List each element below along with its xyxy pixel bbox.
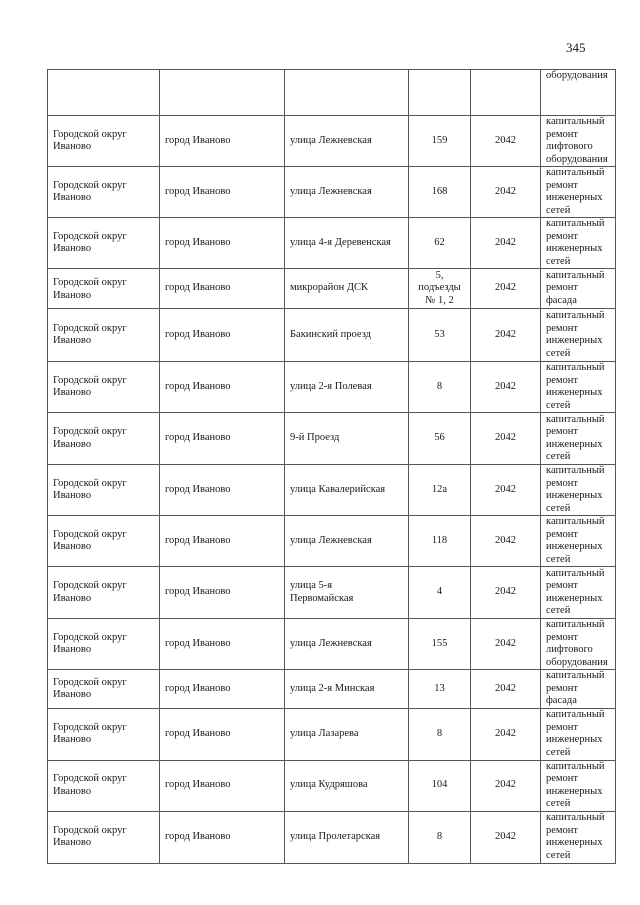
number-cell: 8: [409, 362, 471, 413]
district-cell: Городской округ Иваново: [48, 567, 160, 619]
district-cell: Городской округ Иваново: [48, 116, 160, 167]
district-cell: Городской округ Иваново: [48, 811, 160, 863]
district-cell: Городской округ Иваново: [48, 269, 160, 309]
settlement-cell: [160, 70, 285, 116]
year-cell: 2042: [471, 708, 541, 760]
settlement-cell: город Иваново: [160, 811, 285, 863]
number-cell: 53: [409, 309, 471, 362]
year-cell: [471, 70, 541, 116]
street-cell: улица Лежневская: [285, 516, 409, 567]
page-number: 345: [566, 40, 586, 55]
year-cell: 2042: [471, 167, 541, 218]
district-cell: Городской округ Иваново: [48, 362, 160, 413]
settlement-cell: город Иваново: [160, 309, 285, 362]
year-cell: 2042: [471, 760, 541, 811]
district-cell: Городской округ Иваново: [48, 708, 160, 760]
number-cell: [409, 70, 471, 116]
street-cell: 9-й Проезд: [285, 413, 409, 465]
street-cell: улица 2-я Минская: [285, 670, 409, 709]
number-cell: 8: [409, 708, 471, 760]
settlement-cell: город Иваново: [160, 670, 285, 709]
work-type-cell: капитальный ремонт фасада: [541, 670, 616, 709]
year-cell: 2042: [471, 516, 541, 567]
work-type-cell: капитальный ремонт инженерных сетей: [541, 309, 616, 362]
table-row: [48, 362, 616, 413]
number-cell: 8: [409, 811, 471, 863]
year-cell: 2042: [471, 619, 541, 670]
settlement-cell: город Иваново: [160, 619, 285, 670]
table-row: [48, 567, 616, 619]
street-cell: улица Лежневская: [285, 167, 409, 218]
work-type-cell: капитальный ремонт лифтового оборудования: [541, 619, 616, 670]
table-row: [48, 760, 616, 811]
year-cell: 2042: [471, 567, 541, 619]
work-type-cell: капитальный ремонт инженерных сетей: [541, 708, 616, 760]
work-type-cell: оборудования: [541, 70, 616, 116]
settlement-cell: город Иваново: [160, 708, 285, 760]
number-cell: 5, подъезды № 1, 2: [409, 269, 471, 309]
year-cell: 2042: [471, 811, 541, 863]
settlement-cell: город Иваново: [160, 516, 285, 567]
street-cell: улица Кудряшова: [285, 760, 409, 811]
table-row: [48, 708, 616, 760]
work-type-cell: капитальный ремонт лифтового оборудования: [541, 116, 616, 167]
table-row: [48, 309, 616, 362]
number-cell: 104: [409, 760, 471, 811]
settlement-cell: город Иваново: [160, 567, 285, 619]
settlement-cell: город Иваново: [160, 167, 285, 218]
street-cell: улица 4-я Деревенская: [285, 218, 409, 269]
street-cell: микрорайон ДСК: [285, 269, 409, 309]
registry-table: [47, 69, 616, 864]
year-cell: 2042: [471, 465, 541, 516]
table-row: [48, 218, 616, 269]
number-cell: 168: [409, 167, 471, 218]
number-cell: 4: [409, 567, 471, 619]
settlement-cell: город Иваново: [160, 760, 285, 811]
table-row: [48, 465, 616, 516]
year-cell: 2042: [471, 362, 541, 413]
table-row: [48, 413, 616, 465]
table-row: [48, 516, 616, 567]
table-row: [48, 116, 616, 167]
street-cell: улица Кавалерийская: [285, 465, 409, 516]
district-cell: Городской округ Иваново: [48, 218, 160, 269]
district-cell: Городской округ Иваново: [48, 670, 160, 709]
settlement-cell: город Иваново: [160, 218, 285, 269]
work-type-cell: капитальный ремонт инженерных сетей: [541, 811, 616, 863]
work-type-cell: капитальный ремонт инженерных сетей: [541, 413, 616, 465]
table-row: [48, 70, 616, 116]
table-row: [48, 670, 616, 709]
year-cell: 2042: [471, 269, 541, 309]
settlement-cell: город Иваново: [160, 465, 285, 516]
street-cell: [285, 70, 409, 116]
street-cell: Бакинский проезд: [285, 309, 409, 362]
year-cell: 2042: [471, 413, 541, 465]
table-row: [48, 167, 616, 218]
street-cell: улица 5-я Первомайская: [285, 567, 409, 619]
work-type-cell: капитальный ремонт инженерных сетей: [541, 167, 616, 218]
table-row: [48, 811, 616, 863]
number-cell: 56: [409, 413, 471, 465]
district-cell: Городской округ Иваново: [48, 309, 160, 362]
district-cell: Городской округ Иваново: [48, 413, 160, 465]
settlement-cell: город Иваново: [160, 362, 285, 413]
district-cell: Городской округ Иваново: [48, 760, 160, 811]
number-cell: 159: [409, 116, 471, 167]
table-row: [48, 269, 616, 309]
street-cell: улица Пролетарская: [285, 811, 409, 863]
number-cell: 62: [409, 218, 471, 269]
district-cell: Городской округ Иваново: [48, 167, 160, 218]
settlement-cell: город Иваново: [160, 269, 285, 309]
work-type-cell: капитальный ремонт инженерных сетей: [541, 218, 616, 269]
number-cell: 118: [409, 516, 471, 567]
work-type-cell: капитальный ремонт инженерных сетей: [541, 567, 616, 619]
street-cell: улица Лежневская: [285, 116, 409, 167]
work-type-cell: капитальный ремонт инженерных сетей: [541, 760, 616, 811]
work-type-cell: капитальный ремонт инженерных сетей: [541, 465, 616, 516]
work-type-cell: капитальный ремонт фасада: [541, 269, 616, 309]
work-type-cell: капитальный ремонт инженерных сетей: [541, 362, 616, 413]
year-cell: 2042: [471, 670, 541, 709]
number-cell: 155: [409, 619, 471, 670]
street-cell: улица 2-я Полевая: [285, 362, 409, 413]
year-cell: 2042: [471, 218, 541, 269]
number-cell: 12а: [409, 465, 471, 516]
district-cell: [48, 70, 160, 116]
year-cell: 2042: [471, 309, 541, 362]
year-cell: 2042: [471, 116, 541, 167]
settlement-cell: город Иваново: [160, 116, 285, 167]
table-row: [48, 619, 616, 670]
settlement-cell: город Иваново: [160, 413, 285, 465]
number-cell: 13: [409, 670, 471, 709]
district-cell: Городской округ Иваново: [48, 516, 160, 567]
district-cell: Городской округ Иваново: [48, 465, 160, 516]
street-cell: улица Лазарева: [285, 708, 409, 760]
work-type-cell: капитальный ремонт инженерных сетей: [541, 516, 616, 567]
district-cell: Городской округ Иваново: [48, 619, 160, 670]
street-cell: улица Лежневская: [285, 619, 409, 670]
